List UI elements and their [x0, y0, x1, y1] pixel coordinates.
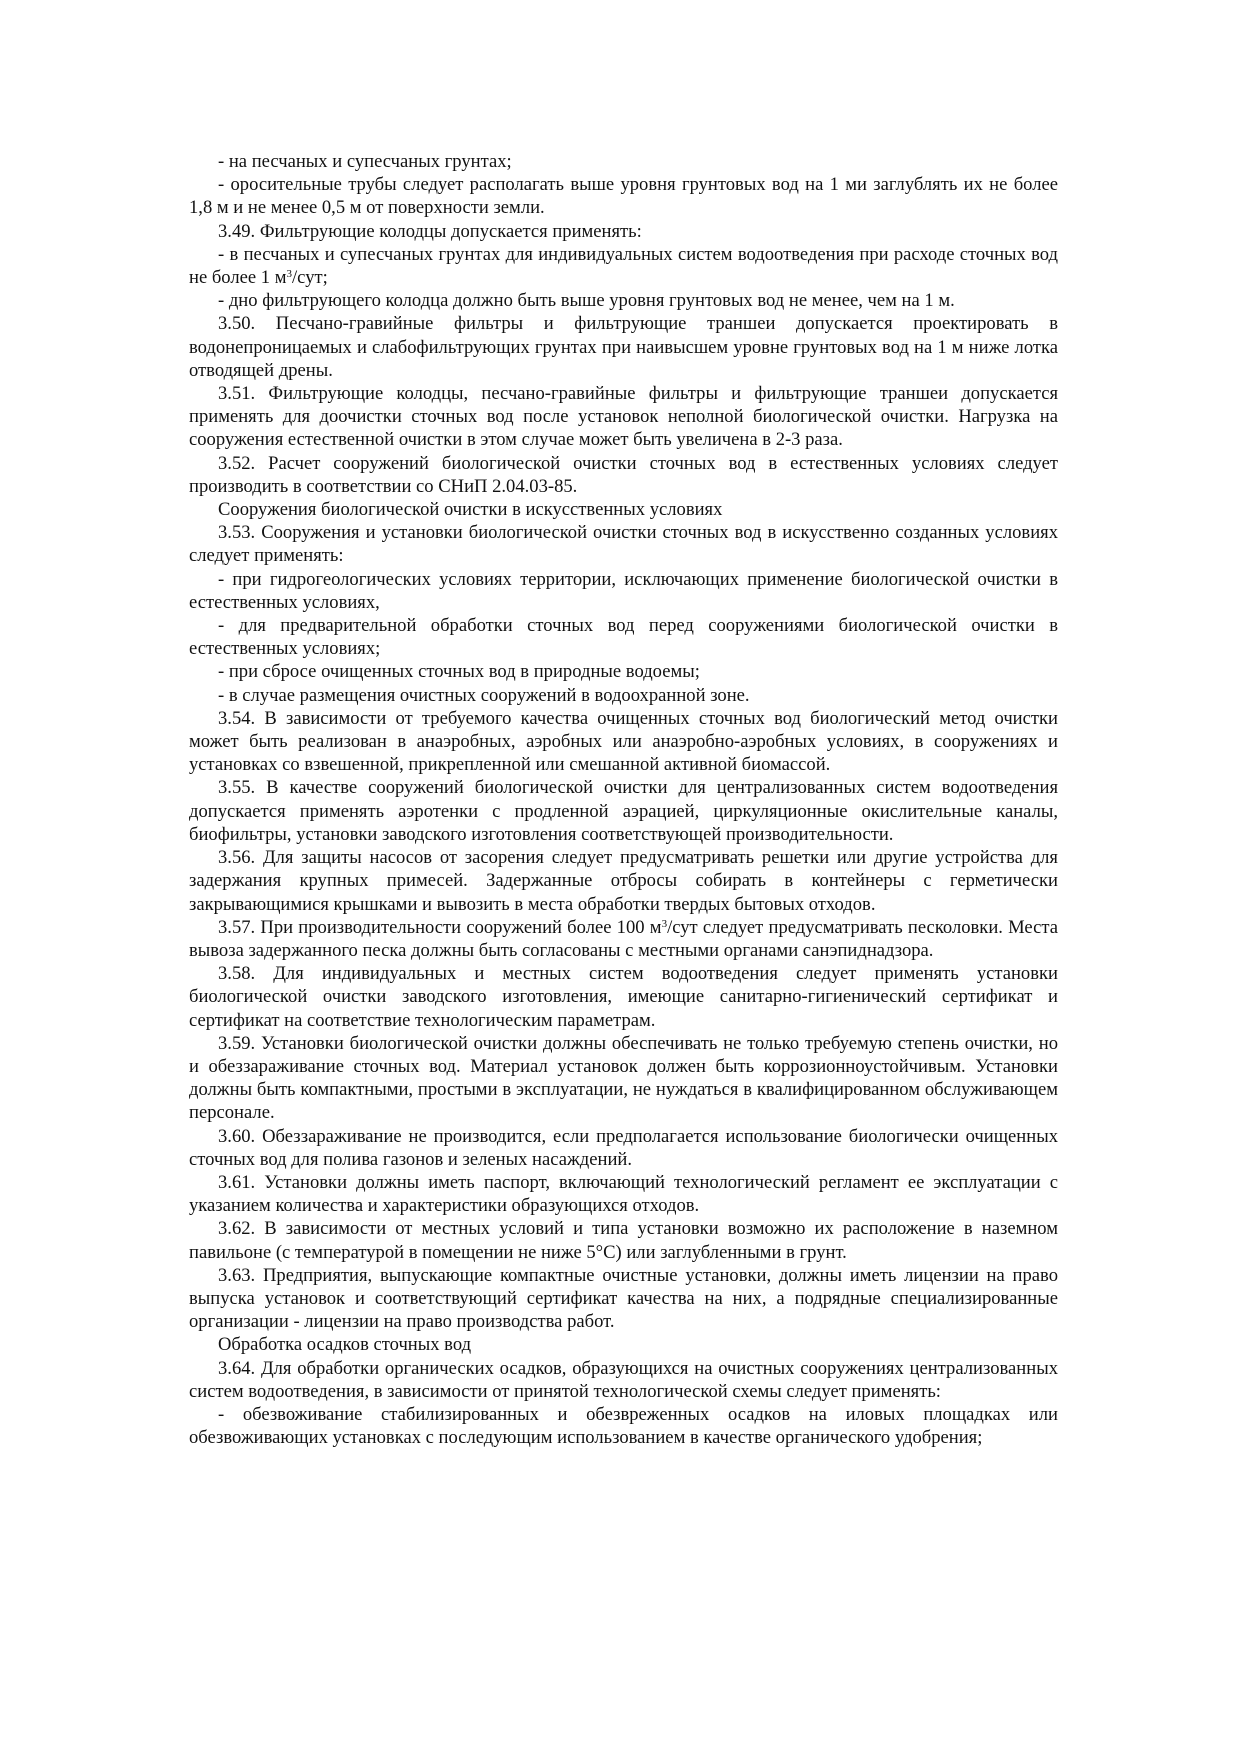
text-part: 3.57. При производительности сооружений более 100 м	[218, 916, 662, 938]
clause-3-52: 3.52. Расчет сооружений биологической очистки сточных вод в естественных условиях следует производить в соответствии со СНиП 2.04.03-85.	[189, 452, 1058, 497]
bullet-dewatering: - обезвоживание стабилизированных и обезвреженных осадков на иловых площадках или обезвоживающих установках с последующим использованием в качестве органического удобрения;	[189, 1403, 1058, 1449]
clause-3-60: 3.60. Обеззараживание не производится, если предполагается использование биологически очищенных сточных вод для полива газонов и зеленых насаждений.	[189, 1125, 1058, 1170]
clause-3-62: 3.62. В зависимости от местных условий и типа установки возможно их расположение в наземном павильоне (с температурой в помещении не ниже 5°С) или заглубленными в грунт.	[189, 1218, 1058, 1263]
text-part: - в песчаных и супесчаных грунтах для индивидуальных систем водоотведения при расходе сточных вод не более 1 м	[189, 243, 1058, 289]
clause-3-50: 3.50. Песчано-гравийные фильтры и фильтрующие траншеи допускается проектировать в водонепроницаемых и слабофильтрующих грунтах при наивысшем уровне грунтовых вод на 1 м ниже лотка отводящей дрены.	[189, 313, 1058, 381]
bullet-hydrogeological: - при гидрогеологических условиях территории, исключающих применение биологической очистки в естественных условиях,	[189, 568, 1058, 613]
clause-3-64: 3.64. Для обработки органических осадков, образующихся на очистных сооружениях централизованных систем водоотведения, в зависимости от принятой технологической схемы следует применять:	[189, 1357, 1058, 1402]
clause-3-51: 3.51. Фильтрующие колодцы, песчано-гравийные фильтры и фильтрующие траншеи допускается применять для доочистки сточных вод после установок неполной биологической очистки. Нагрузка на сооружения естественной очистки в этом случае может быть увеличена в 2-3 раза.	[189, 383, 1058, 451]
text-part: /сут следует предусматривать песколовки. Места вывоза задержанного песка должны быть согласованы с местными органами санэпиднадзора.	[189, 916, 1059, 961]
bullet-well-bottom: - дно фильтрующего колодца должно быть выше уровня грунтовых вод не менее, чем на 1 м.	[218, 290, 955, 312]
text-part: /сут;	[292, 267, 328, 289]
bullet-protection-zone: - в случае размещения очистных сооружений в водоохранной зоне.	[218, 684, 750, 706]
document-page	[189, 150, 1058, 1449]
clause-3-63: 3.63. Предприятия, выпускающие компактные очистные установки, должны иметь лицензии на право выпуска установок и соответствующий сертификат качества на них, а подрядные специализированные организации - лицензии на право производства работ.	[189, 1264, 1058, 1333]
clause-3-55: 3.55. В качестве сооружений биологической очистки для централизованных систем водоотведения допускается применять аэротенки с продленной аэрацией, циркуляционные окислительные каналы, биофильтры, установки заводского изготовления соответствующей производительности.	[189, 777, 1058, 845]
clause-3-58: 3.58. Для индивидуальных и местных систем водоотведения следует применять установки биологической очистки заводского изготовления, имеющие санитарно-гигиенический сертификат и сертификат на соответствие технологическим параметрам.	[189, 963, 1058, 1031]
clause-3-53: 3.53. Сооружения и установки биологической очистки сточных вод в искусственно созданных условиях следует применять:	[189, 522, 1058, 567]
section-heading-sludge: Обработка осадков сточных вод	[218, 1334, 472, 1356]
clause-3-49: 3.49. Фильтрующие колодцы допускается применять:	[218, 220, 642, 242]
clause-3-61: 3.61. Установки должны иметь паспорт, включающий технологический регламент ее эксплуатации с указанием количества и характеристики образующихся отходов.	[189, 1171, 1058, 1217]
clause-3-56: 3.56. Для защиты насосов от засорения следует предусматривать решетки или другие устройства для задержания крупных примесей. Задержанные отбросы собирать в контейнеры с герметически закрывающимися крышками и вывозить в места обработки твердых бытовых отходов.	[189, 847, 1058, 915]
bullet-discharge: - при сбросе очищенных сточных вод в природные водоемы;	[218, 661, 700, 683]
clause-3-57	[189, 916, 1058, 962]
clause-3-54: 3.54. В зависимости от требуемого качества очищенных сточных вод биологический метод очистки может быть реализован в анаэробных, аэробных или анаэробно-аэробных условиях, в сооружениях и установках со взвешенной, прикрепленной или смешанной активной биомассой.	[189, 707, 1058, 776]
bullet-sandy-soils: - на песчаных и супесчаных грунтах;	[218, 151, 512, 172]
bullet-filter-wells-soils	[189, 243, 1058, 289]
superscript: 3	[286, 268, 293, 281]
superscript: 3	[661, 917, 668, 930]
bullet-irrigation-pipes: - оросительные трубы следует располагать выше уровня грунтовых вод на 1 ми заглублять их не более 1,8 м и не менее 0,5 м от поверхности земли.	[189, 174, 1058, 219]
clause-3-59: 3.59. Установки биологической очистки должны обеспечивать не только требуемую степень очистки, но и обеззараживание сточных вод. Материал установок должен быть коррозионноустойчивым. Установки должны быть компактными, простыми в эксплуатации, не нуждаться в квалифицированном обслуживающем персонале.	[189, 1032, 1058, 1124]
bullet-pretreatment: - для предварительной обработки сточных вод перед сооружениями биологической очистки в естественных условиях;	[189, 615, 1058, 660]
section-heading-artificial: Сооружения биологической очистки в искусственных условиях	[218, 499, 723, 521]
